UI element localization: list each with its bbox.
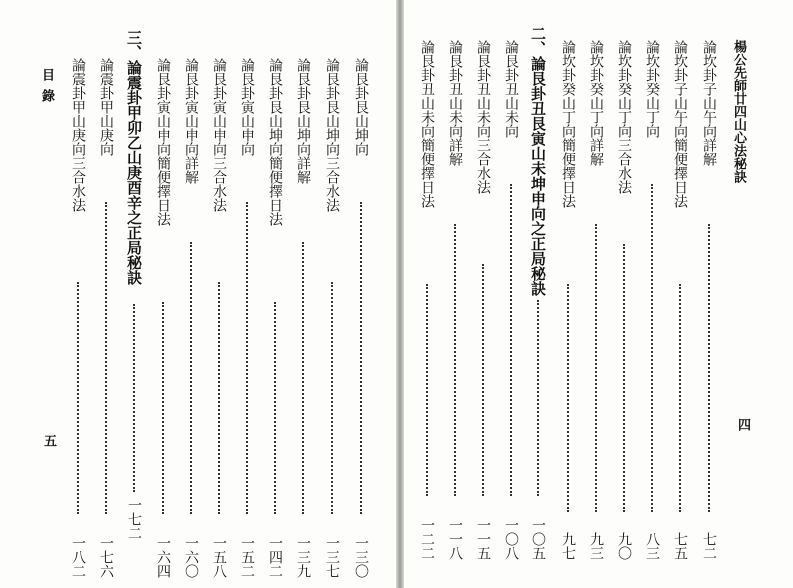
toc-entry-page: 一三七: [324, 536, 340, 578]
toc-entry-page: 一六四: [155, 536, 171, 578]
toc-entry[interactable]: [445, 40, 465, 560]
toc-entry-page: 九三: [588, 532, 604, 560]
leader-dots: [426, 284, 428, 496]
leader-dots: [482, 264, 484, 496]
toc-entry-title: 論坎卦癸山丁向: [644, 40, 660, 138]
book-gutter: [396, 0, 404, 588]
toc-entry-title: 論艮卦艮山坤向: [353, 58, 369, 156]
leader-dots: [218, 282, 220, 514]
leader-dots: [567, 284, 569, 512]
toc-entry[interactable]: [124, 30, 144, 540]
leader-dots: [595, 224, 597, 512]
toc-entry[interactable]: [670, 40, 690, 560]
leader-dots: [246, 202, 248, 514]
toc-entry[interactable]: [153, 58, 173, 578]
toc-entry[interactable]: [473, 40, 493, 560]
toc-entry-page: 一三〇: [353, 536, 369, 578]
leader-dots: [623, 244, 625, 512]
toc-entry-title: 論艮卦丑山未向簡便擇日法: [419, 40, 435, 208]
toc-entry-page: 一八二: [70, 536, 86, 578]
toc-entry[interactable]: [265, 58, 285, 578]
toc-entry-title: 論震卦甲山庚向三合水法: [70, 58, 86, 212]
left-running-title: 目錄: [39, 68, 54, 110]
toc-entry[interactable]: [642, 40, 662, 560]
toc-entry-title: 論坎卦癸山丁向簡便擇日法: [560, 40, 576, 208]
leader-dots: [708, 224, 710, 512]
leader-dots: [331, 282, 333, 514]
leader-dots: [510, 184, 512, 496]
toc-entry[interactable]: [68, 58, 88, 578]
toc-entry-title: 論坎卦子山午向簡便擇日法: [672, 40, 688, 208]
toc-entry-page: 八三: [644, 532, 660, 560]
toc-entry-title: 三、論震卦甲卯乙山庚酉辛之正局秘訣: [125, 30, 143, 285]
toc-entry[interactable]: [209, 58, 229, 578]
toc-entry[interactable]: [417, 40, 437, 560]
leader-dots: [77, 282, 79, 514]
toc-entry-page: 七五: [672, 532, 688, 560]
leader-dots: [162, 302, 164, 514]
toc-entry[interactable]: [528, 26, 548, 560]
leader-dots: [105, 202, 107, 514]
leader-dots: [537, 300, 539, 496]
toc-entry-page: 一〇五: [530, 518, 546, 560]
toc-entry-title: 論艮卦寅山申向: [239, 58, 255, 156]
toc-entry-page: 一七二: [126, 498, 142, 540]
toc-entry-page: 一一八: [447, 518, 463, 560]
toc-entry-title: 論艮卦艮山坤向簡便擇日法: [267, 58, 283, 226]
toc-entry[interactable]: [501, 40, 521, 560]
toc-entry-page: 一五二: [239, 536, 255, 578]
toc-entry-page: 九七: [560, 532, 576, 560]
toc-entry-title: 論艮卦寅山申向三合水法: [211, 58, 227, 212]
toc-entry-page: 一二二: [419, 518, 435, 560]
toc-entry[interactable]: [237, 58, 257, 578]
leader-dots: [190, 242, 192, 514]
toc-entry-title: 論艮卦丑山未向: [503, 40, 519, 138]
toc-entry[interactable]: [293, 58, 313, 578]
toc-entry-title: 論坎卦癸山丁向詳解: [588, 40, 604, 166]
toc-entry-page: 九〇: [616, 532, 632, 560]
toc-entry[interactable]: [351, 58, 371, 578]
left-page-number: 五: [41, 434, 56, 447]
toc-entry-page: 一六〇: [183, 536, 199, 578]
toc-entry[interactable]: [181, 58, 201, 578]
toc-entry-page: 一五八: [211, 536, 227, 578]
toc-entry-title: 論艮卦寅山申向簡便擇日法: [155, 58, 171, 226]
toc-entry-title: 論坎卦癸山丁向三合水法: [616, 40, 632, 194]
toc-entry-title: 論坎卦子山午向詳解: [701, 40, 717, 166]
leader-dots: [274, 302, 276, 514]
toc-entry-page: 一一五: [475, 518, 491, 560]
toc-entry-title: 論震卦甲山庚向: [98, 58, 114, 156]
toc-entry-title: 論艮卦寅山申向詳解: [183, 58, 199, 184]
toc-entry[interactable]: [96, 58, 116, 578]
toc-entry[interactable]: [558, 40, 578, 560]
leader-dots: [360, 202, 362, 514]
toc-entry-title: 論艮卦丑山未向詳解: [447, 40, 463, 166]
toc-entry-title: 論艮卦艮山坤向三合水法: [324, 58, 340, 212]
toc-entry-title: 論艮卦艮山坤向詳解: [295, 58, 311, 184]
toc-entry-page: 一三九: [295, 536, 311, 578]
leader-dots: [651, 184, 653, 512]
toc-entry-page: 七二: [701, 532, 717, 560]
toc-entry-page: 一〇八: [503, 518, 519, 560]
toc-entry[interactable]: [614, 40, 634, 560]
toc-entry-page: 一四二: [267, 536, 283, 578]
right-running-title: 楊公先師廿四山心法秘訣: [731, 40, 746, 183]
toc-entry[interactable]: [699, 40, 719, 560]
leader-dots: [679, 284, 681, 512]
toc-entry[interactable]: [586, 40, 606, 560]
right-page-number: 四: [735, 418, 750, 431]
leader-dots: [454, 224, 456, 496]
leader-dots: [302, 242, 304, 514]
toc-entry-page: 一七六: [98, 536, 114, 578]
toc-entry-title: 二、論艮卦丑艮寅山未坤申向之正局秘訣: [529, 26, 547, 296]
toc-entry[interactable]: [322, 58, 342, 578]
leader-dots: [133, 304, 135, 492]
toc-entry-title: 論艮卦丑山未向三合水法: [475, 40, 491, 194]
